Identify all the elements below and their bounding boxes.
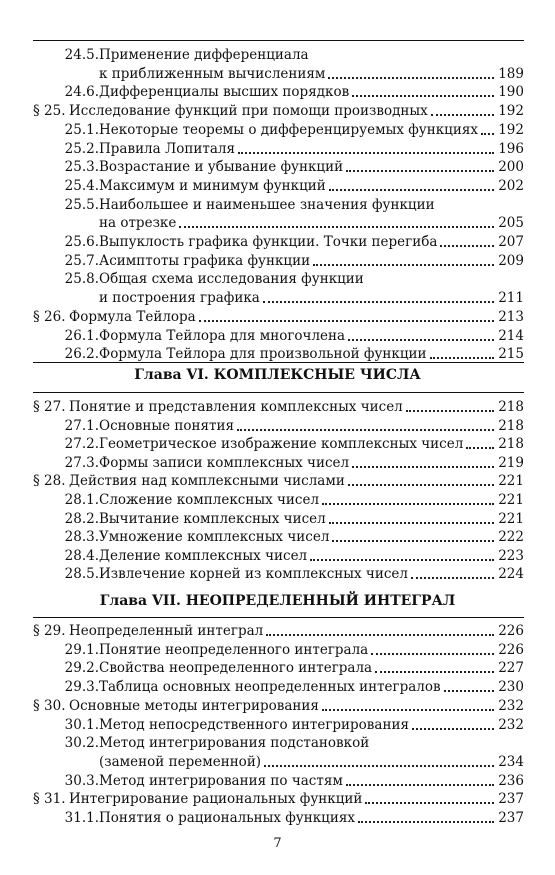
toc-entry <box>33 562 524 582</box>
chapter-7-rule <box>33 617 524 618</box>
toc-entry-page: 190 <box>498 84 524 101</box>
toc-entry-page: 214 <box>498 327 524 344</box>
toc-entry-page: 209 <box>498 252 524 269</box>
toc-entry <box>33 638 524 658</box>
chapter-6-rule <box>33 362 524 363</box>
toc-entry-page: 213 <box>498 308 524 325</box>
toc-dot-leader <box>199 320 494 322</box>
toc-dot-leader <box>310 559 494 561</box>
toc-entry-title: Исследование функций при помощи производных <box>69 103 428 120</box>
toc-entry-title: Общая схема исследования функции <box>99 271 364 288</box>
toc-entry-number: 25.5. <box>64 196 99 213</box>
toc-entry <box>33 62 524 82</box>
toc-entry <box>33 806 524 826</box>
toc-entry <box>33 137 524 157</box>
toc-entry-number: § 30. <box>33 697 66 714</box>
toc-dot-leader <box>266 634 494 636</box>
toc-entry-page: 218 <box>498 399 524 415</box>
toc-entry-title: к приближенным вычислениям <box>99 65 326 82</box>
toc-entry-number: 29.1. <box>64 641 99 658</box>
toc-entry <box>33 675 524 695</box>
toc-entry <box>33 769 524 789</box>
toc-entry-title: Дифференциалы высших порядков <box>99 84 350 101</box>
toc-entry <box>33 694 524 714</box>
toc-entry <box>33 80 524 100</box>
toc-entry <box>33 731 524 751</box>
toc-entry-page: 230 <box>498 679 524 696</box>
toc-entry-number: 25.4. <box>64 177 99 194</box>
toc-entry-title: Таблица основных неопределенных интегралов <box>99 679 441 696</box>
toc-entry-number: 30.3. <box>64 772 99 789</box>
toc-dot-leader <box>481 133 494 135</box>
toc-entry-number: 30.2. <box>64 735 99 752</box>
toc-entry <box>33 750 524 770</box>
toc-entry <box>33 211 524 231</box>
toc-entry-number: § 31. <box>33 791 66 808</box>
toc-entry-title: Умножение комплексных чисел <box>99 529 330 546</box>
toc-entry <box>33 414 524 434</box>
toc-entry <box>33 230 524 250</box>
toc-entry <box>33 118 524 138</box>
toc-entry-number: 25.7. <box>64 252 99 269</box>
toc-entry-title: Метод интегрирования по частям <box>99 772 343 789</box>
toc-entry-title: Возрастание и убывание функций <box>99 159 344 176</box>
toc-entry <box>33 656 524 676</box>
toc-entry-page: 207 <box>498 234 524 250</box>
toc-entry-page: 221 <box>498 510 524 527</box>
toc-entry-title: Формы записи комплексных чисел <box>99 454 350 471</box>
toc-entry-number: 27.3. <box>64 454 99 471</box>
chapter-7-heading: Глава VII. НЕОПРЕДЕЛЕННЫЙ ИНТЕГРАЛ <box>99 593 456 609</box>
toc-entry <box>33 249 524 269</box>
toc-dot-leader <box>440 245 494 247</box>
toc-entry-number: 29.2. <box>64 660 99 677</box>
toc-entry <box>33 507 524 527</box>
toc-dot-leader <box>329 189 494 191</box>
chapter-6-heading: Глава VI. КОМПЛЕКСНЫЕ ЧИСЛА <box>134 367 421 383</box>
toc-entry <box>33 174 524 194</box>
toc-dot-leader <box>358 821 494 823</box>
toc-entry-title: Наибольшее и наименьшее значения функции <box>99 196 435 213</box>
toc-entry <box>33 267 524 287</box>
toc-entry-page: 234 <box>498 753 524 770</box>
toc-entry <box>33 619 524 639</box>
toc-entry-title: Свойства неопределенного интеграла <box>99 660 373 677</box>
toc-dot-leader <box>264 765 494 767</box>
toc-dot-leader <box>322 709 494 711</box>
toc-entry <box>33 324 524 344</box>
toc-entry-title: Геометрическое изображение комплексных чисел <box>99 436 464 453</box>
toc-entry-page: 196 <box>498 140 524 157</box>
toc-dot-leader <box>466 447 494 449</box>
toc-entry-page: 202 <box>498 177 524 194</box>
toc-entry-title: Метод интегрирования подстановкой <box>99 735 370 752</box>
toc-entry-title: Максимум и минимум функций <box>99 177 326 194</box>
toc-entry-title: Некоторые теоремы о дифференцируемых функциях <box>99 121 478 138</box>
toc-entry-number: 28.1. <box>64 492 99 508</box>
toc-entry-title: Формула Тейлора для произвольной функции <box>99 346 427 363</box>
toc-dot-leader <box>365 802 494 804</box>
toc-entry-page: 192 <box>498 121 524 138</box>
toc-dot-leader <box>352 466 494 468</box>
toc-entry <box>33 286 524 306</box>
toc-entry-title: (заменой переменной) <box>99 753 262 770</box>
toc-entry-page: 219 <box>498 454 524 471</box>
toc-dot-leader <box>346 170 494 172</box>
toc-entry-number: 24.6. <box>64 84 99 101</box>
toc-entry-number: 25.8. <box>64 271 99 288</box>
top-rule <box>33 40 524 41</box>
toc-entry-title: Вычитание комплексных чисел <box>99 510 326 527</box>
toc-dot-leader <box>348 339 494 341</box>
toc-entry-page: 189 <box>498 65 524 82</box>
toc-entry-page: 222 <box>498 529 524 546</box>
toc-entry-number: § 25. <box>33 103 66 120</box>
toc-entry <box>33 155 524 175</box>
toc-dot-leader <box>237 429 494 431</box>
toc-entry-title: Понятие и представления комплексных чисел <box>69 399 403 415</box>
toc-entry-number: 26.1. <box>64 327 99 344</box>
toc-entry <box>33 488 524 508</box>
toc-entry-page: 223 <box>498 547 524 564</box>
toc-entry-number: 28.3. <box>64 529 99 546</box>
toc-dot-leader <box>322 503 494 505</box>
toc-entry-page: 211 <box>498 290 524 307</box>
toc-dot-leader <box>430 357 494 359</box>
toc-dot-leader <box>263 301 494 303</box>
toc-dot-leader <box>313 264 494 266</box>
toc-entry-page: 218 <box>498 436 524 453</box>
toc-entry-page: 205 <box>498 215 524 232</box>
toc-entry-title: Формула Тейлора для многочлена <box>99 327 346 344</box>
toc-dot-leader <box>411 577 494 579</box>
toc-dot-leader <box>179 226 494 228</box>
toc-entry-title: Формула Тейлора <box>69 308 196 325</box>
toc-dot-leader <box>329 522 494 524</box>
toc-entry-title: Неопределенный интеграл <box>69 623 264 639</box>
toc-entry <box>33 99 524 119</box>
toc-dot-leader <box>444 690 494 692</box>
toc-entry <box>33 342 524 362</box>
toc-entry <box>33 525 524 545</box>
toc-entry-title: Основные понятия <box>99 417 234 434</box>
toc-entry-number: 27.2. <box>64 436 99 453</box>
toc-entry-title: на отрезке <box>99 215 177 232</box>
toc-entry-title: Интегрирование рациональных функций <box>69 791 363 808</box>
toc-dot-leader <box>346 784 494 786</box>
toc-entry-page: 224 <box>498 566 524 583</box>
toc-entry-number: § 28. <box>33 473 66 490</box>
toc-entry-page: 200 <box>498 159 524 176</box>
toc-entry-title: Извлечение корней из комплексных чисел <box>99 566 408 583</box>
toc-entry-number: 25.1. <box>64 121 99 138</box>
toc-entry <box>33 193 524 213</box>
toc-entry-page: 232 <box>498 697 524 714</box>
toc-entry-title: Правила Лопиталя <box>99 140 235 157</box>
toc-entry-title: и построения графика <box>99 290 260 307</box>
toc-entry-number: 31.1. <box>64 810 99 826</box>
toc-dot-leader <box>348 484 494 486</box>
toc-entry-title: Деление комплексных чисел <box>99 547 308 564</box>
toc-entry <box>33 305 524 325</box>
toc-entry-number: 28.2. <box>64 510 99 527</box>
toc-entry-number: § 29. <box>33 623 66 639</box>
toc-entry-page: 192 <box>498 103 524 120</box>
chapter-6-rule-bottom <box>33 392 524 393</box>
toc-dot-leader <box>406 410 494 412</box>
toc-entry-page: 227 <box>498 660 524 677</box>
toc-entry-page: 237 <box>498 791 524 808</box>
toc-dot-leader <box>238 152 494 154</box>
toc-dot-leader <box>431 114 494 116</box>
toc-dot-leader <box>375 671 494 673</box>
toc-entry-page: 237 <box>498 810 524 826</box>
toc-entry-number: 29.3. <box>64 679 99 696</box>
toc-entry-number: 28.5. <box>64 566 99 583</box>
toc-entry-number: 27.1. <box>64 417 99 434</box>
toc-entry-title: Выпуклость графика функции. Точки перегиба <box>99 234 438 250</box>
toc-dot-leader <box>412 728 494 730</box>
toc-dot-leader <box>352 95 494 97</box>
toc-dot-leader <box>332 540 494 542</box>
toc-entry-title: Асимптоты графика функции <box>99 252 311 269</box>
toc-entry-number: § 26. <box>33 308 66 325</box>
toc-entry-page: 226 <box>498 623 524 639</box>
toc-entry-number: 26.2. <box>64 346 99 363</box>
toc-entry-page: 218 <box>498 417 524 434</box>
toc-entry <box>33 713 524 733</box>
toc-dot-leader <box>371 653 494 655</box>
toc-entry <box>33 432 524 452</box>
toc-entry-page: 221 <box>498 492 524 508</box>
toc-entry-number: 24.5. <box>64 47 99 63</box>
toc-entry-number: 30.1. <box>64 716 99 733</box>
toc-entry-page: 221 <box>498 473 524 490</box>
toc-entry <box>33 451 524 471</box>
toc-dot-leader <box>328 77 494 79</box>
toc-entry-page: 236 <box>498 772 524 789</box>
toc-entry <box>33 395 524 415</box>
toc-entry-title: Действия над комплексными числами <box>69 473 345 490</box>
toc-entry <box>33 469 524 489</box>
toc-entry-title: Применение дифференциала <box>99 47 309 63</box>
toc-entry-number: 25.2. <box>64 140 99 157</box>
toc-entry-title: Понятие неопределенного интеграла <box>99 641 369 658</box>
toc-entry-page: 215 <box>498 346 524 363</box>
toc-entry <box>33 787 524 807</box>
toc-entry-title: Понятия о рациональных функциях <box>99 810 355 826</box>
toc-entry-number: 25.6. <box>64 234 99 250</box>
toc-entry-title: Основные методы интегрирования <box>69 697 319 714</box>
toc-entry-number: 25.3. <box>64 159 99 176</box>
toc-entry-page: 226 <box>498 641 524 658</box>
toc-entry-title: Сложение комплексных чисел <box>99 492 320 508</box>
toc-entry-page: 232 <box>498 716 524 733</box>
page-number: 7 <box>273 836 282 851</box>
toc-entry-number: § 27. <box>33 399 66 415</box>
toc-entry <box>33 43 524 63</box>
toc-entry-number: 28.4. <box>64 547 99 564</box>
toc-entry <box>33 544 524 564</box>
toc-entry-title: Метод непосредственного интегрирования <box>99 716 409 733</box>
